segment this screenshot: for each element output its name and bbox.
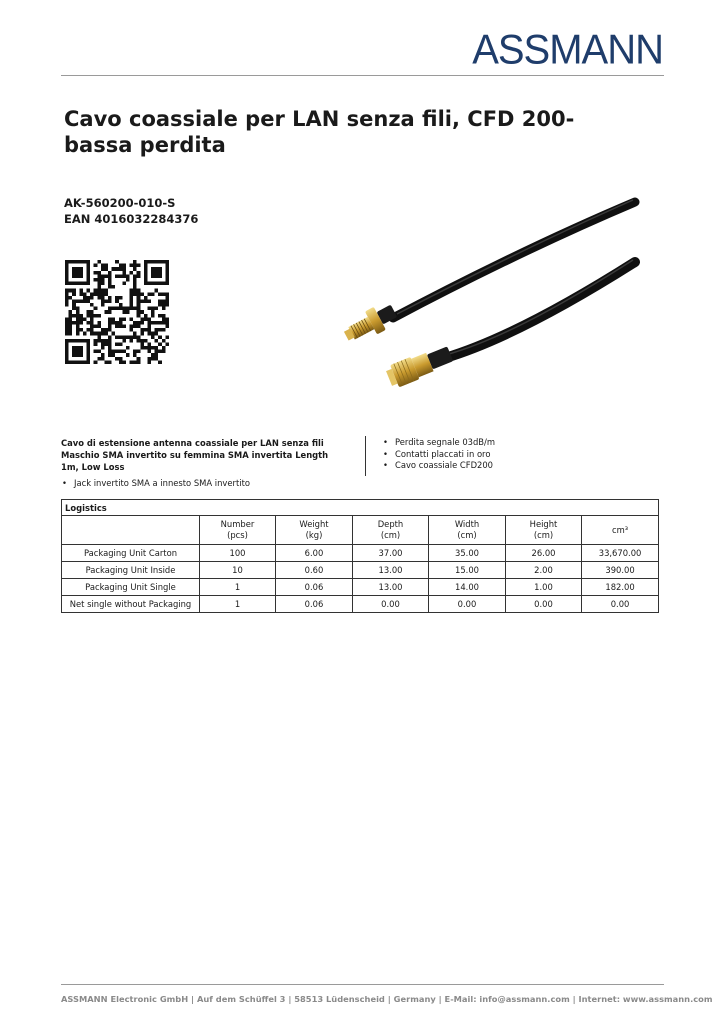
table-cell: Packaging Unit Single [62, 579, 200, 596]
feature-item: • Perdita segnale 03dB/m [382, 437, 652, 449]
table-cell: 390.00 [582, 562, 659, 579]
table-cell: 26.00 [506, 545, 582, 562]
table-cell: 10 [200, 562, 276, 579]
table-cell: 33,670.00 [582, 545, 659, 562]
table-cell: 37.00 [353, 545, 429, 562]
table-header-row [62, 516, 659, 545]
product-codes [64, 195, 198, 227]
table-cell: 2.00 [506, 562, 582, 579]
footer-contact: ASSMANN Electronic GmbH | Auf dem Schüffel 3 | 58513 Lüdenscheid | Germany | E-Mail: info@assmann.com | Internet: www.assmann.com [61, 994, 713, 1004]
qr-code-icon [64, 260, 170, 364]
table-cell: Net single without Packaging [62, 596, 200, 613]
header-divider [61, 75, 664, 76]
table-row [62, 579, 659, 596]
table-cell: 0.00 [353, 596, 429, 613]
table-cell: 35.00 [429, 545, 506, 562]
column-header: Depth (cm) [353, 516, 429, 545]
table-cell: 13.00 [353, 562, 429, 579]
feature-list-left [61, 477, 346, 489]
column-header: cm³ [582, 516, 659, 545]
table-cell: 0.00 [506, 596, 582, 613]
table-cell: 0.60 [276, 562, 353, 579]
table-cell: 13.00 [353, 579, 429, 596]
brand-logo: ASSMANN [472, 26, 663, 74]
column-header: Height (cm) [506, 516, 582, 545]
feature-item: • Jack invertito SMA a innesto SMA invertito [61, 477, 346, 489]
column-header: Width (cm) [429, 516, 506, 545]
table-cell: 100 [200, 545, 276, 562]
description-lead: Cavo di estensione antenna coassiale per LAN senza fili Maschio SMA invertito su femmina SMA invertita Length 1m, Low Loss [61, 438, 329, 472]
table-cell: 182.00 [582, 579, 659, 596]
product-title: Cavo coassiale per LAN senza fili, CFD 200- bassa perdita [64, 107, 575, 157]
table-cell: 0.00 [582, 596, 659, 613]
table-cell: 0.06 [276, 596, 353, 613]
logistics-table [61, 499, 659, 613]
table-row [62, 562, 659, 579]
feature-list-right [382, 437, 652, 472]
table-cell: 1 [200, 596, 276, 613]
description-left [61, 437, 346, 489]
table-cell: 1.00 [506, 579, 582, 596]
feature-item: • Contatti placcati in oro [382, 449, 652, 461]
column-header [62, 516, 200, 545]
product-image [335, 190, 665, 410]
table-cell: 1 [200, 579, 276, 596]
footer-divider [61, 984, 664, 985]
logistics-caption: Logistics [62, 500, 659, 516]
table-cell: 14.00 [429, 579, 506, 596]
table-row [62, 545, 659, 562]
column-header: Number (pcs) [200, 516, 276, 545]
description-right [382, 437, 652, 472]
table-cell: 6.00 [276, 545, 353, 562]
table-cell: 15.00 [429, 562, 506, 579]
table-cell: Packaging Unit Carton [62, 545, 200, 562]
ean-code: EAN 4016032284376 [64, 212, 199, 226]
description-divider [365, 436, 366, 476]
table-cell: 0.06 [276, 579, 353, 596]
table-cell: Packaging Unit Inside [62, 562, 200, 579]
article-number: AK-560200-010-S [64, 196, 176, 210]
table-cell: 0.00 [429, 596, 506, 613]
feature-item: • Cavo coassiale CFD200 [382, 460, 652, 472]
column-header: Weight (kg) [276, 516, 353, 545]
table-row [62, 596, 659, 613]
